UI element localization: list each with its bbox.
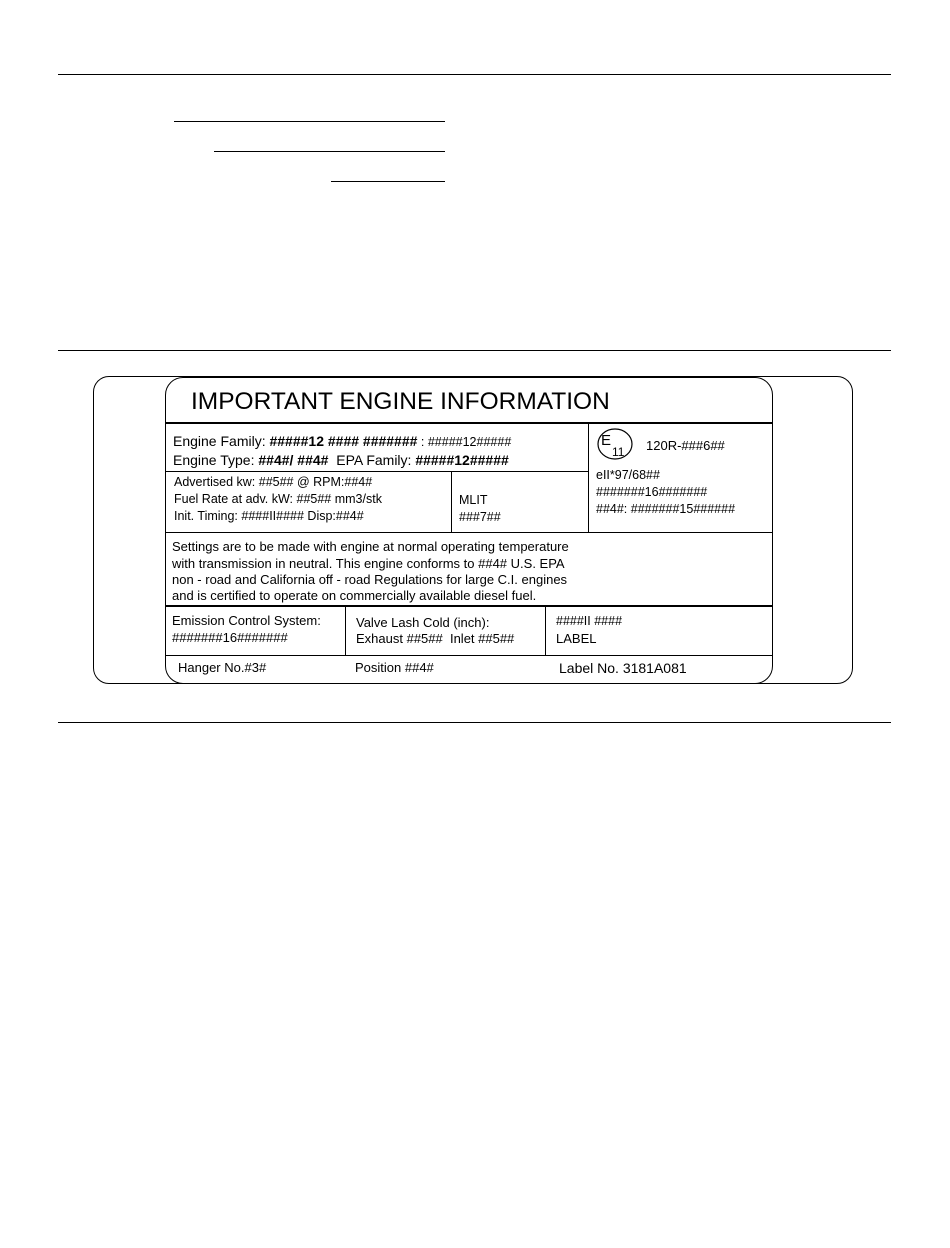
blank-line-2 bbox=[214, 151, 445, 152]
statement-line-4: and is certified to operate on commercially available diesel fuel. bbox=[172, 588, 537, 603]
engine-family-sep: : bbox=[417, 435, 428, 449]
ece-number: 11 bbox=[612, 445, 625, 459]
divider-v-mlit bbox=[451, 471, 452, 533]
divider-h-family bbox=[166, 471, 588, 472]
epa-family-label: EPA Family: bbox=[336, 452, 412, 468]
epa-family-value: #####12##### bbox=[415, 452, 509, 468]
emission-label: Emission Control System: bbox=[172, 613, 321, 628]
ece-letter: E bbox=[601, 432, 612, 449]
code-line-2: LABEL bbox=[556, 631, 597, 646]
top-rule bbox=[58, 74, 891, 75]
code-line-1: ####II #### bbox=[556, 614, 623, 628]
blank-line-3 bbox=[331, 181, 445, 182]
statement-line-3: non - road and California off - road Regulations for large C.I. engines bbox=[172, 572, 568, 587]
divider-v-right bbox=[588, 422, 589, 533]
engine-family-label: Engine Family: bbox=[173, 433, 266, 449]
position-number: Position ##4# bbox=[355, 660, 434, 675]
engine-type-row bbox=[173, 453, 509, 467]
label-title: IMPORTANT ENGINE INFORMATION bbox=[191, 388, 610, 415]
engine-family-value2: #####12##### bbox=[427, 435, 512, 449]
engine-type-label: Engine Type: bbox=[173, 452, 255, 468]
approval-line-1: eII*97/68## bbox=[596, 468, 660, 482]
init-timing: Init. Timing: ####II#### Disp:##4# bbox=[174, 509, 364, 523]
label-number: Label No. 3181A081 bbox=[559, 660, 687, 676]
ece-regulation: 120R-###6## bbox=[646, 438, 725, 453]
divider-v-emission bbox=[345, 605, 346, 655]
section-rule bbox=[58, 350, 891, 351]
advertised-kw: Advertised kw: ##5## @ RPM:##4# bbox=[174, 475, 373, 489]
fuel-rate: Fuel Rate at adv. kW: ##5## mm3/stk bbox=[174, 492, 382, 506]
statement-line-1: Settings are to be made with engine at normal operating temperature bbox=[172, 539, 569, 554]
hanger-number: Hanger No.#3# bbox=[178, 660, 267, 675]
bottom-rule bbox=[58, 722, 891, 723]
statement-line-2: with transmission in neutral. This engine conforms to ##4# U.S. EPA bbox=[172, 556, 565, 571]
approval-line-2: #######16####### bbox=[596, 485, 708, 499]
approval-line-3: ##4#: #######15###### bbox=[596, 502, 736, 516]
emission-value: #######16####### bbox=[172, 630, 288, 645]
divider-h-title bbox=[166, 422, 772, 424]
engine-type-value: ##4#/ ##4# bbox=[258, 452, 329, 468]
divider-h-footer bbox=[166, 655, 772, 656]
mlit-label: MLIT bbox=[459, 493, 488, 507]
divider-v-valve bbox=[545, 605, 546, 655]
valve-lash-value: Exhaust ##5## Inlet ##5## bbox=[356, 631, 515, 646]
engine-family-row bbox=[173, 434, 511, 449]
divider-h-emission bbox=[166, 605, 772, 607]
valve-lash-label: Valve Lash Cold (inch): bbox=[356, 615, 490, 630]
engine-family-value: #####12 #### ####### bbox=[269, 433, 418, 449]
blank-line-1 bbox=[174, 121, 445, 122]
divider-h-statement bbox=[166, 532, 772, 533]
mlit-value: ###7## bbox=[459, 510, 501, 524]
